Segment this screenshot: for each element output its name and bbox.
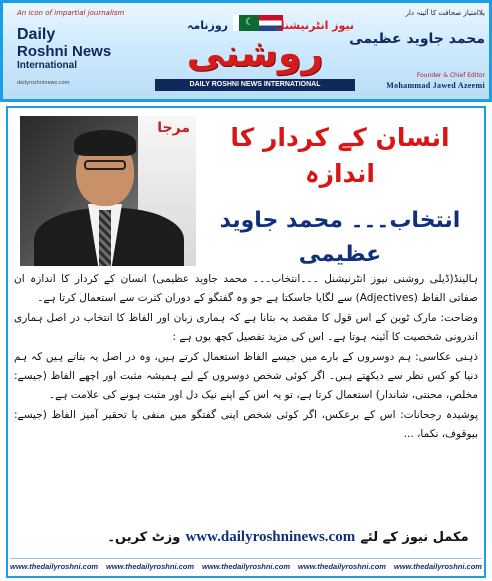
article-paragraph: وضاحت: مارک ٹوین کے اس قول کا مقصد یہ بتانا ہے کہ ہماری زبان اور الفاظ کا انتخاب در اصل ہماری اندرونی شخصیت کا آئینہ ہوتا ہے۔ اس کی مزید تفصیل کچھ یوں ہے : [14, 311, 478, 343]
article-paragraph: پوشیدہ رجحانات: اس کے برعکس، اگر کوئی شخص اپنی گفتگو میں منفی یا تحقیر آمیز الفاظ (جیسے: بیوقوف، نکما، ... [14, 408, 478, 440]
portrait-tie [99, 210, 111, 266]
editor-name-english: Mohammad Jawed Azeemi [386, 81, 485, 90]
center-banner: DAILY ROSHNI NEWS INTERNATIONAL [155, 79, 355, 91]
website-link[interactable]: www.dailyroshninews.com [185, 529, 356, 545]
left-daily: Daily [17, 26, 56, 43]
strip-url[interactable]: www.thedailyroshni.com [105, 561, 195, 571]
author-portrait [20, 116, 196, 266]
strip-url[interactable]: www.thedailyroshni.com [201, 561, 291, 571]
left-roshni-news: Roshni News [17, 43, 112, 60]
full-news-link[interactable] [98, 526, 478, 550]
pakistan-flag-icon: ☾ [233, 15, 259, 31]
strip-url[interactable]: www.thedailyroshni.com [297, 561, 386, 571]
left-tagline: An icon of impartial journalism [17, 9, 125, 17]
strip-url[interactable]: www.thedailyroshni.com [10, 561, 99, 571]
editor-title: Founder & Chief Editor [416, 72, 485, 79]
english-logo [11, 9, 151, 97]
bottom-url-strip [10, 558, 482, 573]
urdu-logo [155, 9, 355, 97]
background-sign-text: مرجا [157, 120, 190, 136]
article-byline: انتخاب۔۔۔ محمد جاوید عظیمی [219, 208, 461, 267]
portrait-hair [74, 130, 136, 156]
urdu-logo-small-news-intl: نیوز انٹرنیشنل [275, 19, 355, 32]
editor-name-urdu: محمد جاوید عظیمی [349, 31, 485, 47]
right-tagline: بلاامتیاز صحافت کا آئینہ دار [405, 9, 485, 17]
full-news-suffix: وزٹ کریں۔ [107, 530, 181, 545]
left-international: International [17, 60, 78, 71]
full-news-prefix: مکمل نیوز کے لئے [360, 530, 469, 545]
urdu-logo-roshni: روشنی [186, 31, 324, 75]
urdu-logo-small-newspaper: روزنامہ [187, 19, 229, 32]
portrait-glasses-icon [84, 160, 126, 170]
strip-url[interactable]: www.thedailyroshni.com [393, 561, 482, 571]
masthead [0, 0, 492, 102]
article-title: انسان کے کردار کا اندازہ [230, 123, 450, 188]
editor-block [349, 9, 489, 97]
article-frame [6, 106, 486, 578]
article-paragraph: ہالینڈ(ڈیلی روشنی نیوز انٹرنیشنل ۔۔۔انتخاب۔۔۔ محمد جاوید عظیمی) انسان کے کردار کا اندازہ ان صفاتی الفاظ (Adjectives) سے لگایا جاسکتا ہے جو وہ گفتگو کے دوران کثرت سے استعمال کرتا ہے۔ [14, 273, 478, 305]
left-url: dailyroshninews.com [17, 80, 70, 86]
article-paragraph: ذہنی عکاسی: ہم دوسروں کے بارے میں جیسے الفاظ استعمال کرتے ہیں، وہ در اصل یہ بتاتے ہیں کہ ہم دنیا کو کس نظر سے دیکھتے ہیں۔ اگر کوئی شخص دوسروں کے لیے ہمیشہ مثبت اور اچھے الفاظ (جیسے: مخلص، محنتی، شاندار) استعمال کرتا ہے، تو یہ اس کے اپنے نیک دل اور مثبت ہونے کی علامت ہے۔ [14, 350, 478, 401]
